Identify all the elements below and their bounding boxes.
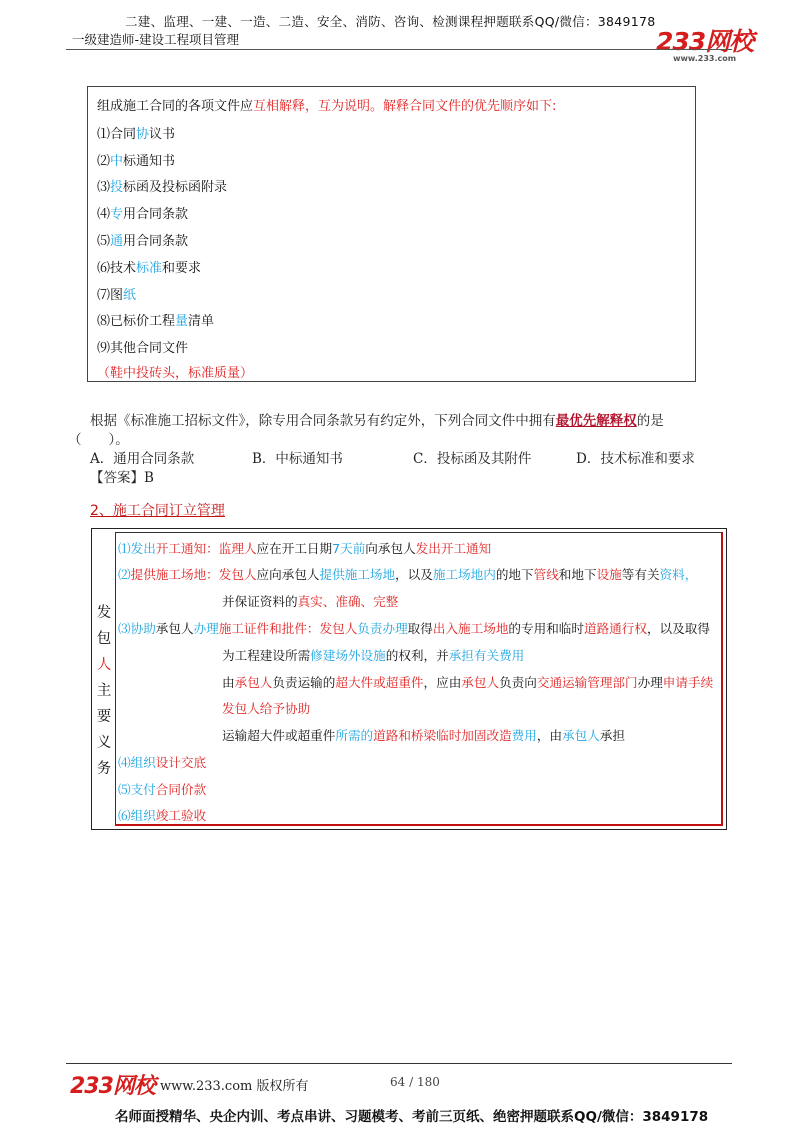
footer-logo: 233网校 [70,1074,155,1099]
option-a: A．通用合同条款 [90,451,195,467]
obligation-3-cont: 为工程建设所需修建场外设施的权利，并承担有关费用 [222,648,525,663]
question-stem: 根据《标准施工招标文件》，除专用合同条款另有约定外，下列合同文件中拥有最优先解释权的是 [90,413,664,429]
intro-text: 组成施工合同的各项文件应 [97,99,254,114]
priority-item-9: ⑼其他合同文件 [97,341,189,356]
obligation-4: ⑷组织设计交底 [118,755,207,770]
option-c: C．投标函及其附件 [413,451,532,467]
answer: 【答案】B [90,470,154,486]
priority-item-3: ⑶投标函及投标函附录 [97,180,228,195]
section-title: 2、施工合同订立管理 [90,503,225,519]
obligation-3: ⑶协助承包人办理施工证件和批件：发包人负责办理取得出入施工场地的专用和临时道路通行权，以及取得 [118,621,710,636]
priority-item-4: ⑷专用合同条款 [97,207,189,222]
priority-mnemonic: （鞋中投砖头，标准质量） [97,366,254,381]
option-d: D．技术标准和要求 [576,451,695,467]
page-number: 64 / 180 [390,1075,440,1089]
footer-copyright: www.233.com 版权所有 [160,1079,309,1094]
obligation-2-cont: 并保证资料的真实、准确、完整 [222,594,399,609]
option-b: B．中标通知书 [252,451,343,467]
priority-item-6: ⑹技术标准和要求 [97,261,202,276]
priority-item-8: ⑻已标价工程量清单 [97,314,215,329]
brand-logo-text: 233网校 [656,27,754,56]
obligations-heading: 发 包 人 主 要 义 务 [96,605,112,777]
obligation-6: ⑹组织竣工验收 [118,808,207,823]
priority-intro [97,95,556,114]
brand-logo-url: www.233.com [673,54,737,63]
priority-item-2: ⑵中标通知书 [97,154,176,169]
obligation-2: ⑵提供施工场地：发包人应向承包人提供施工场地，以及施工场地内的地下管线和地下设施等有关资料， [118,567,698,582]
intro-highlight: 互相解释，互为说明。解释合同文件的优先顺序如下: [253,99,557,114]
obligation-3-assist: 发包人给予协助 [222,701,311,716]
footer-divider [66,1063,732,1064]
obligation-3-cost: 运输超大件或超重件所需的道路和桥梁临时加固改造费用，由承包人承担 [222,728,625,743]
brand-logo [656,22,753,63]
obligation-1: ⑴发出开工通知：监理人应在开工日期7天前向承包人发出开工通知 [118,541,492,556]
question-blank: （ ）。 [68,432,129,448]
priority-item-7: ⑺图纸 [97,288,137,303]
header-divider [66,49,732,50]
header-banner: 二建、监理、一建、一造、二造、安全、消防、咨询、检测课程押题联系QQ/微信：3849178 [125,14,656,29]
obligation-5: ⑸支付合同价款 [118,782,207,797]
priority-item-1: ⑴合同协议书 [97,127,176,142]
obligation-3-transport: 由承包人负责运输的超大件或超重件，应由承包人负责向交通运输管理部门办理申请手续 [222,675,714,690]
footer-banner: 名师面授精华、央企内训、考点串讲、习题模考、考前三页纸、绝密押题联系QQ/微信：3849178 [115,1109,709,1125]
priority-item-5: ⑸通用合同条款 [97,234,189,249]
document-subtitle: 一级建造师-建设工程项目管理 [72,32,240,47]
